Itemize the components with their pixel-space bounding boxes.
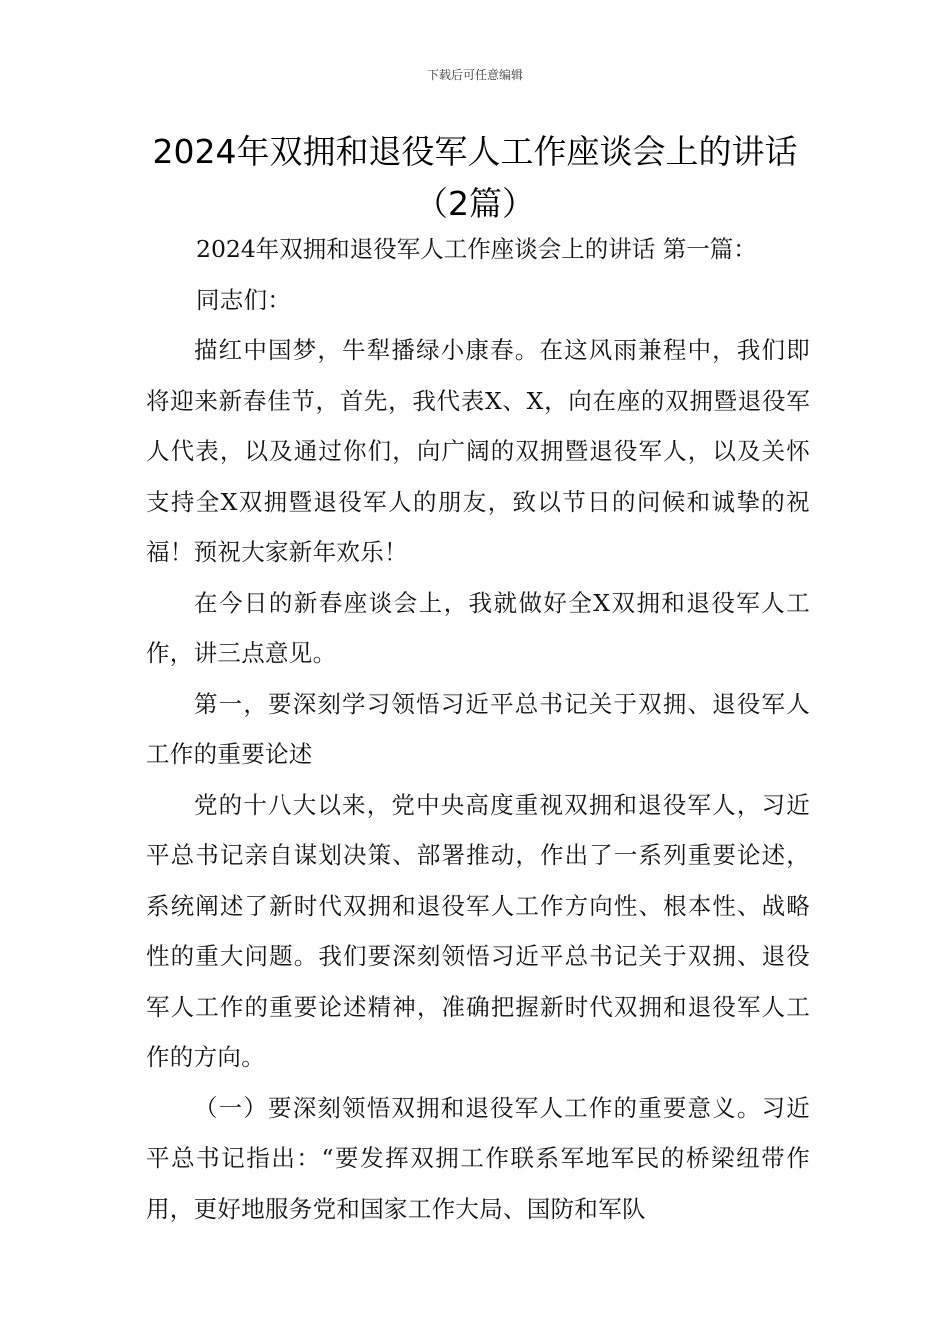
document-body [146, 224, 810, 1234]
subtitle-paragraph: 2024年双拥和退役军人工作座谈会上的讲话 第一篇： [196, 235, 757, 263]
body-paragraph: 描红中国梦，牛犁播绿小康春。在这风雨兼程中，我们即将迎来新春佳节，首先，我代表X、X，向在座的双拥暨退役军人代表，以及通过你们，向广阔的双拥暨退役军人，以及关怀支持全X双拥暨退役军人的朋友，致以节日的问候和诚挚的祝福！预祝大家新年欢乐！ [146, 336, 810, 566]
salutation-paragraph: 同志们： [196, 285, 292, 314]
body-paragraph: 在今日的新春座谈会上，我就做好全X双拥和退役军人工作，讲三点意见。 [146, 588, 810, 667]
body-paragraph: （一）要深刻领悟双拥和退役军人工作的重要意义。习近平总书记指出：“要发挥双拥工作联系军地军民的桥梁纽带作用，更好地服务党和国家工作大局、国防和军队 [146, 1093, 810, 1223]
body-paragraph: 党的十八大以来，党中央高度重视双拥和退役军人，习近平总书记亲自谋划决策、部署推动，作出了一系列重要论述，系统阐述了新时代双拥和退役军人工作方向性、根本性、战略性的重大问题。我们要深刻领悟习近平总书记关于双拥、退役军人工作的重要论述精神，准确把握新时代双拥和退役军人工作的方向。 [146, 790, 810, 1071]
header-note: 下载后可任意编辑 [426, 68, 523, 82]
document-title: 2024年双拥和退役军人工作座谈会上的讲话（2篇） [152, 132, 798, 223]
section-heading-paragraph: 第一，要深刻学习领悟习近平总书记关于双拥、退役军人工作的重要论述 [146, 689, 810, 768]
